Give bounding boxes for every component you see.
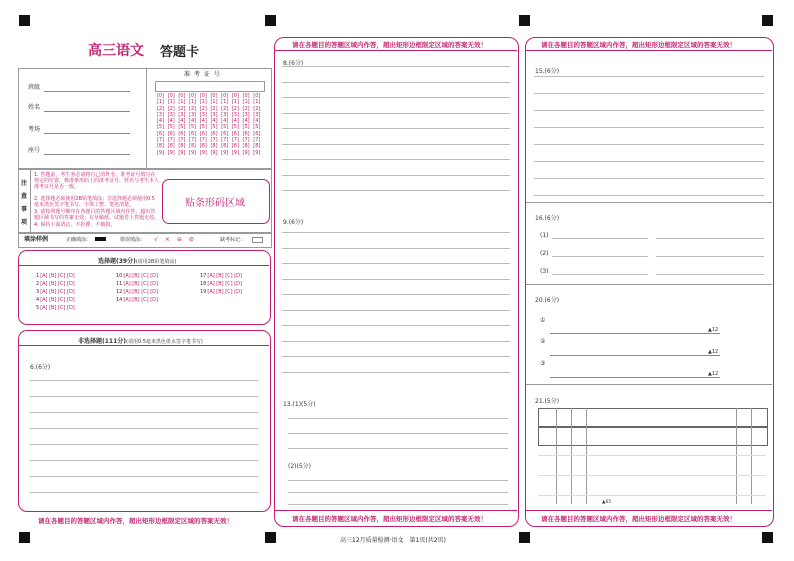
exam-id-digit[interactable]: [4]	[167, 118, 175, 125]
boundary-notice: 请在各题目的答题区域内作答，超出矩形边框限定区域的答案无效！	[541, 41, 736, 49]
boundary-notice: 请在各题目的答题区域内作答，超出矩形边框限定区域的答案无效！	[292, 41, 487, 49]
exam-id-digit[interactable]: [6]	[242, 130, 250, 137]
exam-id-digit[interactable]: [7]	[221, 137, 229, 144]
exam-id-digit[interactable]: [0]	[210, 93, 218, 99]
choice-title: 选择题(39分)(请用2B铅笔填涂)	[98, 258, 177, 265]
exam-id-digit[interactable]: [0]	[231, 93, 239, 99]
choice-row[interactable]: 14[A] [B] [C] [D]	[116, 297, 158, 303]
writing-line[interactable]	[534, 76, 764, 77]
writing-line[interactable]	[282, 190, 510, 191]
exam-id-digit-column[interactable]	[188, 93, 197, 156]
choice-row[interactable]: 2[A] [B] [C] [D]	[36, 281, 75, 287]
writing-line[interactable]	[282, 82, 510, 83]
fill-correct-mark	[95, 237, 106, 241]
divider	[275, 50, 517, 51]
missing-mark-label: 缺考标记：	[220, 237, 246, 243]
divider	[275, 510, 517, 511]
exam-id-digit[interactable]: [5]	[242, 124, 250, 131]
exam-id-digit[interactable]: [9]	[231, 149, 239, 156]
writing-line[interactable]	[30, 380, 258, 381]
divider	[526, 284, 772, 285]
q20-item: ③	[540, 360, 546, 367]
exam-id-digit[interactable]: [0]	[253, 93, 261, 99]
writing-line[interactable]	[282, 128, 510, 129]
divider	[526, 50, 772, 51]
exam-id-digit[interactable]: [9]	[210, 149, 218, 156]
exam-id-digit[interactable]: [6]	[189, 130, 197, 137]
notice-item: 3. 请按照题号顺序在各题目的答题区域内作答，超出答题区域书写的答案无效；在草稿纸、试题卷上答题无效。	[34, 209, 160, 221]
answer-area-col2	[274, 37, 519, 527]
writing-line[interactable]	[282, 66, 510, 67]
writing-line[interactable]	[656, 238, 764, 239]
boundary-notice: 请在各题目的答题区域内作答，超出矩形边框限定区域的答案无效！	[541, 515, 736, 523]
writing-line[interactable]	[550, 377, 720, 378]
notice-item: 1. 答题前，考生务必请将自己的姓名、准考证号填写在规定的位置，核准条形码上的准考证号、姓名与考生本人准考证号是否一致。	[34, 172, 160, 190]
writing-line[interactable]	[30, 492, 258, 493]
choice-row[interactable]: 19[A] [B] [C] [D]	[200, 289, 242, 295]
exam-id-digit[interactable]: [8]	[199, 143, 207, 150]
writing-line[interactable]	[656, 256, 764, 257]
writing-line[interactable]	[30, 396, 258, 397]
exam-id-digit[interactable]: [2]	[189, 105, 197, 112]
writing-line[interactable]	[282, 279, 510, 280]
q16-item: (1)	[540, 232, 549, 239]
divider	[30, 168, 31, 232]
choice-row[interactable]: 12[A] [B] [C] [D]	[116, 289, 158, 295]
writing-line[interactable]	[534, 195, 764, 196]
exam-id-digit[interactable]: [8]	[231, 143, 239, 150]
divider	[526, 384, 772, 385]
q20-mark: ▲12	[708, 327, 719, 333]
question-label: 8.(6分)	[283, 60, 304, 67]
exam-id-digit[interactable]: [2]	[167, 105, 175, 112]
divider	[19, 265, 269, 266]
writing-line[interactable]	[282, 263, 510, 264]
exam-id-digit[interactable]: [8]	[221, 143, 229, 150]
exam-id-digit[interactable]: [8]	[242, 143, 250, 150]
q20-mark: ▲12	[708, 349, 719, 355]
info-label-name: 姓名	[28, 104, 41, 111]
exam-id-digit[interactable]: [1]	[189, 99, 197, 106]
exam-id-digit[interactable]: [3]	[189, 111, 197, 118]
corner-mark	[762, 15, 773, 26]
boundary-notice: 请在各题目的答题区域内作答，超出矩形边框限定区域的答案无效！	[38, 517, 233, 525]
exam-id-digit[interactable]: [6]	[253, 130, 261, 137]
corner-mark	[265, 15, 276, 26]
writing-line[interactable]	[282, 175, 510, 176]
corner-mark	[265, 532, 276, 543]
exam-id-digit[interactable]: [6]	[178, 130, 186, 137]
question-label: 9.(6分)	[283, 219, 304, 226]
choice-row[interactable]: 3[A] [B] [C] [D]	[36, 289, 75, 295]
fill-correct-label: 正确填涂：	[66, 237, 92, 243]
exam-id-digit[interactable]: [5]	[178, 124, 186, 131]
exam-id-digit[interactable]: [5]	[253, 124, 261, 131]
choice-row[interactable]: 5[A] [B] [C] [D]	[36, 305, 75, 311]
info-line[interactable]	[44, 111, 130, 112]
exam-id-digit[interactable]: [4]	[210, 118, 218, 125]
info-line[interactable]	[44, 133, 130, 134]
writing-line[interactable]	[282, 310, 510, 311]
exam-id-digit[interactable]: [4]	[178, 118, 186, 125]
exam-id-digit-column[interactable]	[177, 93, 186, 156]
exam-id-box-row	[155, 81, 265, 92]
exam-id-digit[interactable]: [0]	[178, 93, 186, 99]
exam-id-digit[interactable]: [8]	[167, 143, 175, 150]
exam-id-digit[interactable]: [3]	[167, 111, 175, 118]
exam-id-digit-column[interactable]	[167, 93, 176, 156]
grid-guide	[538, 495, 766, 496]
grid-column-line	[571, 408, 572, 504]
writing-line[interactable]	[282, 113, 510, 114]
exam-id-digit[interactable]: [8]	[189, 143, 197, 150]
exam-id-digit[interactable]: [3]	[231, 111, 239, 118]
exam-id-digit[interactable]: [1]	[231, 99, 239, 106]
q20-mark: ▲12	[708, 371, 719, 377]
exam-id-digit[interactable]: [7]	[253, 137, 261, 144]
exam-id-digit[interactable]: [4]	[221, 118, 229, 125]
question-label: 13.(1)(5分)	[283, 401, 316, 408]
exam-id-digit[interactable]: [9]	[167, 149, 175, 156]
exam-id-digit[interactable]: [2]	[178, 105, 186, 112]
exam-id-digit-column[interactable]	[156, 93, 165, 156]
exam-id-digit[interactable]: [4]	[199, 118, 207, 125]
exam-id-digit[interactable]: [4]	[231, 118, 239, 125]
exam-id-digit[interactable]: [1]	[199, 99, 207, 106]
exam-id-digit[interactable]: [2]	[231, 105, 239, 112]
barcode-label: 贴条形码区域	[185, 198, 245, 209]
exam-id-digit[interactable]: [9]	[253, 149, 261, 156]
exam-id-digit[interactable]: [2]	[156, 105, 165, 112]
exam-id-digit[interactable]: [7]	[231, 137, 239, 144]
fill-sample-label: 填涂样例	[24, 236, 49, 243]
page-footer: 高三12月质量检测·语文 第1页(共2页)	[340, 537, 446, 544]
corner-mark	[762, 532, 773, 543]
exam-id-label: 准 考 证 号	[184, 71, 221, 78]
grid-column-line	[556, 408, 557, 504]
exam-id-digit[interactable]: [3]	[253, 111, 261, 118]
exam-id-digit[interactable]: [9]	[199, 149, 207, 156]
exam-id-digit[interactable]: [0]	[167, 93, 175, 99]
exam-id-digit[interactable]: [1]	[253, 99, 261, 106]
exam-id-digit[interactable]: [7]	[178, 137, 186, 144]
writing-line[interactable]	[288, 448, 508, 449]
divider	[526, 202, 772, 203]
writing-line[interactable]	[288, 418, 508, 419]
writing-line[interactable]	[282, 232, 510, 233]
exam-id-digit[interactable]: [6]	[156, 130, 165, 137]
writing-line[interactable]	[656, 274, 764, 275]
writing-line[interactable]	[282, 372, 510, 373]
exam-id-digit[interactable]: [1]	[167, 99, 175, 106]
exam-id-digit-column[interactable]	[210, 93, 219, 156]
writing-line[interactable]	[552, 238, 648, 239]
fill-wrong-label: 错误填涂：	[120, 237, 146, 243]
q20-item: ②	[540, 338, 546, 345]
writing-line[interactable]	[550, 333, 720, 334]
exam-id-digit[interactable]: [0]	[189, 93, 197, 99]
writing-line[interactable]	[30, 460, 258, 461]
choice-row[interactable]: 11[A] [B] [C] [D]	[116, 281, 158, 287]
writing-line[interactable]	[288, 504, 508, 505]
notice-item: 2. 选择题必须使用2B铅笔填涂；非选择题必须使用0.5毫米黑色签字笔书写，字体工整、笔迹清楚。	[34, 196, 155, 208]
q21-mark: ▲65	[602, 500, 612, 505]
writing-line[interactable]	[534, 161, 764, 162]
page-title: 高三语文	[88, 43, 144, 59]
divider	[146, 68, 147, 168]
exam-id-digit[interactable]: [2]	[210, 105, 218, 112]
q20-item: ①	[540, 317, 546, 324]
exam-id-digit[interactable]: [3]	[221, 111, 229, 118]
divider	[526, 510, 772, 511]
writing-line[interactable]	[534, 110, 764, 111]
exam-id-digit[interactable]: [7]	[156, 137, 165, 144]
exam-id-digit[interactable]: [6]	[231, 130, 239, 137]
writing-line[interactable]	[552, 256, 648, 257]
writing-line[interactable]	[30, 476, 258, 477]
notice-label: 注 意 事 项	[21, 180, 28, 226]
exam-id-digit[interactable]: [7]	[189, 137, 197, 144]
notice-item: 4. 保持卡面清洁，不折叠，不破损。	[34, 222, 116, 228]
exam-id-digit[interactable]: [2]	[253, 105, 261, 112]
writing-line[interactable]	[534, 144, 764, 145]
writing-line[interactable]	[282, 159, 510, 160]
exam-id-digit[interactable]: [2]	[242, 105, 250, 112]
exam-id-digit[interactable]: [7]	[242, 137, 250, 144]
exam-id-digit[interactable]: [4]	[253, 118, 261, 125]
divider	[19, 345, 269, 346]
exam-id-digit[interactable]: [6]	[221, 130, 229, 137]
writing-line[interactable]	[282, 97, 510, 98]
question-label: 6.(6分)	[30, 364, 51, 371]
exam-id-digit[interactable]: [4]	[242, 118, 250, 125]
exam-id-digit[interactable]: [3]	[156, 111, 165, 118]
exam-id-digit[interactable]: [3]	[178, 111, 186, 118]
grid-column-line	[751, 408, 752, 504]
exam-id-digit[interactable]: [4]	[189, 118, 197, 125]
fill-wrong-marks: √×⊖⊘	[154, 236, 201, 243]
info-label-seat: 座号	[28, 147, 41, 154]
writing-line[interactable]	[282, 144, 510, 145]
exam-id-digit[interactable]: [6]	[199, 130, 207, 137]
grid-column-line	[736, 408, 737, 504]
exam-id-digit-column[interactable]	[242, 93, 251, 156]
writing-line[interactable]	[30, 428, 258, 429]
exam-id-digit[interactable]: [8]	[253, 143, 261, 150]
exam-id-digit[interactable]: [5]	[231, 124, 239, 131]
writing-line[interactable]	[282, 341, 510, 342]
writing-line[interactable]	[282, 356, 510, 357]
exam-id-digit[interactable]: [5]	[167, 124, 175, 131]
info-label-room: 考场	[28, 126, 41, 133]
exam-id-digit[interactable]: [5]	[189, 124, 197, 131]
exam-id-digit[interactable]: [0]	[156, 93, 165, 99]
grid-column-line	[586, 408, 587, 504]
exam-id-digit[interactable]: [9]	[178, 149, 186, 156]
choice-row[interactable]: 18[A] [B] [C] [D]	[200, 281, 242, 287]
exam-id-digit[interactable]: [8]	[178, 143, 186, 150]
info-line[interactable]	[44, 154, 130, 155]
choice-row[interactable]: 10[A] [B] [C] [D]	[116, 273, 158, 279]
exam-id-digit-column[interactable]	[231, 93, 240, 156]
exam-id-digit[interactable]: [8]	[210, 143, 218, 150]
q16-item: (3)	[540, 268, 549, 275]
q16-item: (2)	[540, 250, 549, 257]
exam-id-digit[interactable]: [0]	[242, 93, 250, 99]
corner-mark	[519, 15, 530, 26]
choice-row[interactable]: 17[A] [B] [C] [D]	[200, 273, 242, 279]
exam-id-digit[interactable]: [3]	[210, 111, 218, 118]
question-label: 20.(6分)	[535, 297, 560, 304]
exam-id-digit[interactable]: [5]	[221, 124, 229, 131]
exam-id-digit[interactable]: [0]	[199, 93, 207, 99]
writing-line[interactable]	[282, 248, 510, 249]
exam-id-digit[interactable]: [9]	[189, 149, 197, 156]
exam-id-digit[interactable]: [1]	[178, 99, 186, 106]
grid-guide	[538, 475, 766, 476]
grid-row[interactable]	[538, 408, 768, 427]
exam-id-digit[interactable]: [7]	[199, 137, 207, 144]
nonchoice-section	[18, 330, 271, 512]
missing-mark-box[interactable]	[252, 237, 263, 243]
writing-line[interactable]	[534, 93, 764, 94]
exam-id-digit[interactable]: [1]	[242, 99, 250, 106]
nonchoice-title: 非选择题(111分)(请用0.5毫米黑色墨水签字笔书写)	[78, 338, 203, 345]
exam-id-digit[interactable]: [9]	[221, 149, 229, 156]
exam-id-digit[interactable]: [3]	[242, 111, 250, 118]
corner-mark	[19, 532, 30, 543]
exam-id-digit[interactable]: [5]	[199, 124, 207, 131]
writing-line[interactable]	[534, 178, 764, 179]
writing-line[interactable]	[30, 444, 258, 445]
writing-line[interactable]	[288, 433, 508, 434]
info-label-class: 班级	[28, 84, 41, 91]
exam-id-digit[interactable]: [5]	[156, 124, 165, 131]
exam-id-digit[interactable]: [1]	[156, 99, 165, 106]
page-subtitle: 答题卡	[160, 45, 200, 60]
exam-id-digit[interactable]: [1]	[221, 99, 229, 106]
info-line[interactable]	[44, 91, 130, 92]
exam-id-digit[interactable]: [8]	[156, 143, 165, 150]
exam-id-digit[interactable]: [6]	[210, 130, 218, 137]
boundary-notice: 请在各题目的答题区域内作答，超出矩形边框限定区域的答案无效！	[292, 515, 487, 523]
exam-id-digit[interactable]: [9]	[156, 149, 165, 156]
exam-id-digit[interactable]: [2]	[221, 105, 229, 112]
writing-line[interactable]	[30, 412, 258, 413]
writing-line[interactable]	[288, 492, 508, 493]
question-label: (2)(5分)	[288, 463, 311, 470]
exam-id-digit-column[interactable]	[252, 93, 261, 156]
corner-mark	[19, 15, 30, 26]
exam-id-digit[interactable]: [9]	[242, 149, 250, 156]
grid-guide	[538, 455, 766, 456]
exam-id-digit[interactable]: [6]	[167, 130, 175, 137]
writing-line[interactable]	[282, 325, 510, 326]
exam-id-digit[interactable]: [5]	[210, 124, 218, 131]
exam-id-digit-column[interactable]	[199, 93, 208, 156]
writing-line[interactable]	[288, 480, 508, 481]
exam-id-digit[interactable]: [7]	[210, 137, 218, 144]
choice-row[interactable]: 1[A] [B] [C] [D]	[36, 273, 75, 279]
exam-id-digit-column[interactable]	[220, 93, 229, 156]
writing-line[interactable]	[550, 355, 720, 356]
exam-id-digit[interactable]: [7]	[167, 137, 175, 144]
exam-id-digit[interactable]: [2]	[199, 105, 207, 112]
corner-mark	[519, 532, 530, 543]
exam-id-digit[interactable]: [1]	[210, 99, 218, 106]
exam-id-digit[interactable]: [0]	[221, 93, 229, 99]
exam-id-digit[interactable]: [4]	[156, 118, 165, 125]
question-label: 21.(5分)	[535, 398, 560, 405]
choice-row[interactable]: 4[A] [B] [C] [D]	[36, 297, 75, 303]
question-label: 16.(6分)	[535, 215, 560, 222]
question-label: 15.(6分)	[535, 68, 560, 75]
writing-line[interactable]	[282, 294, 510, 295]
writing-line[interactable]	[552, 274, 648, 275]
grid-row[interactable]	[538, 427, 768, 446]
writing-line[interactable]	[534, 127, 764, 128]
exam-id-digit[interactable]: [3]	[199, 111, 207, 118]
